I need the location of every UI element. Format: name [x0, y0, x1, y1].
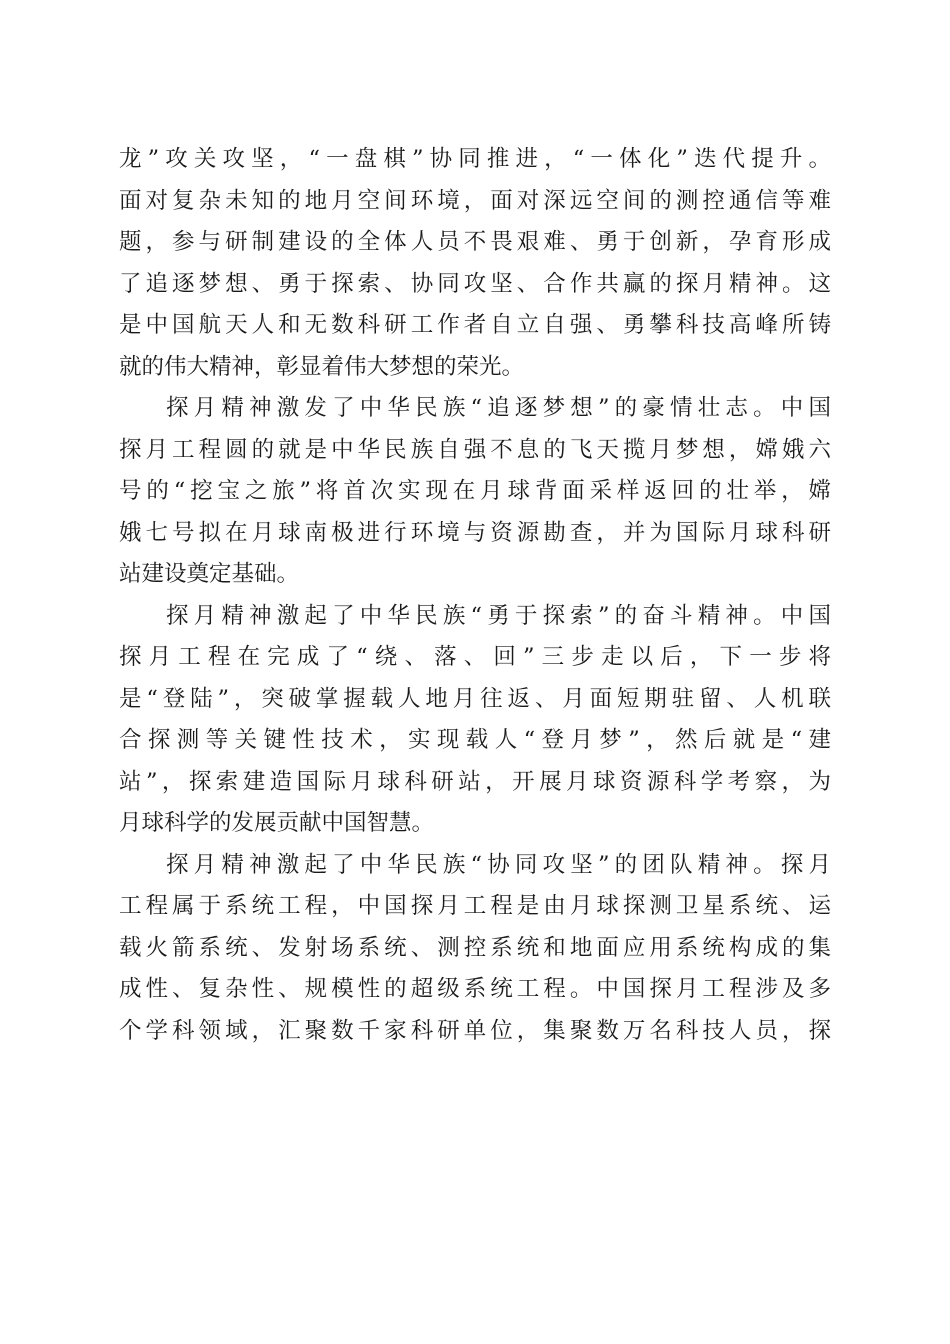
- text-line: 探月精神激起了中华民族“勇于探索”的奋斗精神。中国: [166, 602, 831, 629]
- text-line: 探月工程圆的就是中华民族自强不息的飞天揽月梦想，嫦娥六: [119, 436, 831, 463]
- text-line: 工程属于系统工程，中国探月工程是由月球探测卫星系统、运: [119, 893, 831, 919]
- text-line: 个学科领域，汇聚数千家科研单位，集聚数万名科技人员，探: [119, 1017, 831, 1044]
- paragraph-1: [119, 139, 831, 388]
- paragraph-3: [119, 596, 831, 845]
- text-line: 合探测等关键性技术，实现载人“登月梦”，然后就是“建: [119, 727, 831, 753]
- text-line: 面对复杂未知的地月空间环境，面对深远空间的测控通信等难: [119, 187, 831, 214]
- text-line: 号的“挖宝之旅”将首次实现在月球背面采样返回的壮举，嫦: [119, 478, 831, 504]
- text-line: 是“登陆”，突破掌握载人地月往返、月面短期驻留、人机联: [119, 685, 831, 712]
- text-line: 载火箭系统、发射场系统、测控系统和地面应用系统构成的集: [119, 934, 831, 961]
- text-line: 探月精神激起了中华民族“协同攻坚”的团队精神。探月: [166, 851, 831, 878]
- text-line: 探月精神激发了中华民族“追逐梦想”的豪情壮志。中国: [166, 395, 831, 421]
- text-line: 探月工程在完成了“绕、落、回”三步走以后，下一步将: [119, 644, 831, 670]
- paragraph-2: [119, 388, 831, 596]
- text-line: 成性、复杂性、规模性的超级系统工程。中国探月工程涉及多: [119, 976, 831, 1002]
- text-line: 龙”攻关攻坚，“一盘棋”协同推进，“一体化”迭代提升。: [119, 146, 831, 172]
- text-line: 题，参与研制建设的全体人员不畏艰难、勇于创新，孕育形成: [119, 229, 831, 255]
- text-line: 月球科学的发展贡献中国智慧。: [119, 810, 435, 836]
- text-line: 站建设奠定基础。: [119, 561, 300, 587]
- text-line: 站”，探索建造国际月球科研站，开展月球资源科学考察，为: [119, 768, 831, 795]
- paragraph-4: [119, 845, 831, 1053]
- text-line: 就的伟大精神，彰显着伟大梦想的荣光。: [119, 353, 525, 380]
- text-line: 娥七号拟在月球南极进行环境与资源勘查，并为国际月球科研: [119, 519, 831, 546]
- text-line: 了追逐梦想、勇于探索、协同攻坚、合作共赢的探月精神。这: [119, 270, 831, 297]
- document-body: [119, 139, 831, 1052]
- text-line: 是中国航天人和无数科研工作者自立自强、勇攀科技高峰所铸: [119, 312, 831, 338]
